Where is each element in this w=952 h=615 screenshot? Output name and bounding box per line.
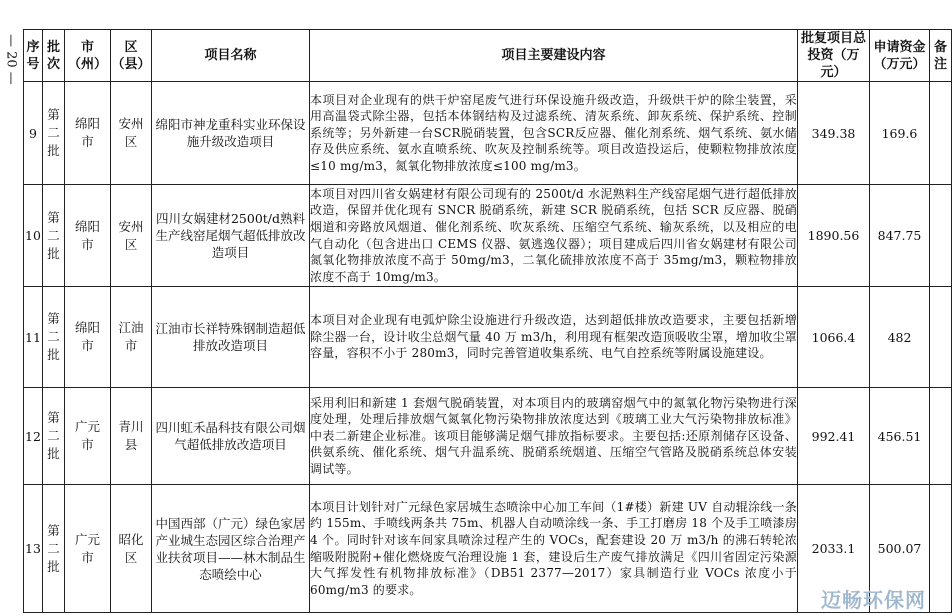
header-note: 备 注: [930, 30, 952, 82]
row-seq: 11: [24, 287, 43, 388]
row-county: 江油 市: [111, 287, 152, 388]
watermark: 迈畅环保网: [821, 588, 926, 612]
table-row: [24, 287, 952, 388]
row-city: 广元 市: [65, 388, 111, 485]
row-city: 绵阳 市: [65, 287, 111, 388]
row-note: [930, 185, 952, 287]
row-city: 广元 市: [65, 485, 111, 613]
row-batch: 第 二 批: [43, 185, 65, 287]
row-content: 本项目对四川省女娲建材有限公司现有的 2500t/d 水泥熟料生产线窑尾烟气进行超低排放改造，保留并优化现有 SNCR 脱硝系统，新建 SCR 脱硝系统，包括 SCR 反应器、脱硝烟道和旁路放风烟道、催化剂系统、吹灰系统、压缩空气系统、输灰系统，以及相应的电气自动化（包含进出口 CEMS 仪器、氨逃逸仪器）；项目建成后四川省女娲建材有限公司氮氧化物排放浓度不高于 50mg/m3，二氧化硫排放浓度不高于 35mg/m3，颗粒物排放浓度不高于 10mg/m3。: [310, 185, 798, 287]
row-project-name: 四川女娲建材2500t/d熟料生产线窑尾烟气超低排放改造项目: [152, 185, 310, 287]
row-investment: 1890.56: [798, 185, 870, 287]
table-row: [24, 388, 952, 485]
row-batch: 第 二 批: [43, 287, 65, 388]
row-funds: 482: [870, 287, 930, 388]
header-county: 区 （县）: [111, 30, 152, 82]
row-funds: 456.51: [870, 388, 930, 485]
row-funds: 847.75: [870, 185, 930, 287]
table-row: [24, 485, 952, 613]
header-batch: 批 次: [43, 30, 65, 82]
row-seq: 12: [24, 388, 43, 485]
header-investment: 批复项目总 投资（万元）: [798, 30, 870, 82]
row-project-name: 中国西部（广元）绿色家居产业城生态园区综合治理产业扶贫项目——林木制品生态喷绘中心: [152, 485, 310, 613]
row-content: 本项目计划针对广元绿色家居城生态喷涂中心加工车间（1#楼）新建 UV 自动辊涂线一条约 155m、手喷线两条共 75m、机器人自动喷涂线一条、手工打磨房 18 个及手工喷漆房 4 个。同时针对该车间家具喷涂过程产生的 VOCs，配套建设 20 万 m3/h 的沸石转轮浓缩吸附脱附+催化燃烧废气治理设施 1 套，建设后生产废气排放满足《四川省固定污染源大气挥发性有机物排放标准》（DB51 2377—2017）家具制造行业 VOCs 浓度小于 60mg/m3 的要求。: [310, 485, 798, 613]
row-funds: 169.6: [870, 82, 930, 185]
row-city: 绵阳 市: [65, 82, 111, 185]
row-note: [930, 388, 952, 485]
header-seq: 序 号: [24, 30, 43, 82]
row-batch: 第 二 批: [43, 388, 65, 485]
row-county: 青川 县: [111, 388, 152, 485]
row-content: 本项目对企业现有电弧炉除尘设施进行升级改造，达到超低排放改造要求，主要包括新增除尘器一台，设计收尘总烟气量 40 万 m3/h，利用现有框架改造顶吸收尘罩，增加收尘罩容量，容积不小于 280m3，同时完善管道收集系统、电气自控系统等附属设施建设。: [310, 287, 798, 388]
row-content: 采用利旧和新建 1 套烟气脱硝装置，对本项目内的玻璃窑烟气中的氮氧化物污染物进行深度处理，处理后排放烟气氮氧化物污染物排放浓度达到《玻璃工业大气污染物排放标准》中表二新建企业标准。该项目能够满足烟气排放指标要求。主要包括:还原剂储存区设备、供氨系统、催化系统、烟气升温系统、脱硝系统烟道、压缩空气管路及脱硝系统总体安装调试等。: [310, 388, 798, 485]
row-funds: 500.07: [870, 485, 930, 613]
row-project-name: 四川虹禾晶科技有限公司烟气超低排放改造项目: [152, 388, 310, 485]
row-seq: 10: [24, 185, 43, 287]
row-county: 昭化 区: [111, 485, 152, 613]
table-row: [24, 185, 952, 287]
row-county: 安州 区: [111, 82, 152, 185]
row-project-name: 绵阳市神龙重科实业环保设施升级改造项目: [152, 82, 310, 185]
row-batch: 第 二 批: [43, 485, 65, 613]
row-seq: 9: [24, 82, 43, 185]
header-row: [24, 30, 952, 82]
row-investment: 1066.4: [798, 287, 870, 388]
row-batch: 第 二 批: [43, 82, 65, 185]
header-project-name: 项目名称: [152, 30, 310, 82]
row-county: 安州 区: [111, 185, 152, 287]
row-investment: 349.38: [798, 82, 870, 185]
row-project-name: 江油市长祥特殊钢制造超低排放改造项目: [152, 287, 310, 388]
row-note: [930, 82, 952, 185]
row-investment: 992.41: [798, 388, 870, 485]
row-city: 绵阳 市: [65, 185, 111, 287]
row-content: 本项目对企业现有的烘干炉窑尾废气进行环保设施升级改造，升级烘干炉的除尘装置，采用高温袋式除尘器，包括本体钢结构及过滤系统、清灰系统、卸灰系统、保护系统、控制系统等；另外新建一台SCR脱硝装置，包含SCR反应器、催化剂系统、烟气系统、氨水储存及供应系统、氨水直喷系统、吹灰及控制系统等。项目改造投运后，使颗粒物排放浓度≤10 mg/m3，氮氧化物排放浓度≤100 mg/m3。: [310, 82, 798, 185]
table-row: [24, 82, 952, 185]
project-table: [23, 29, 952, 613]
page-number: — 20 —: [3, 34, 19, 85]
row-investment: 2033.1: [798, 485, 870, 613]
row-note: [930, 287, 952, 388]
row-seq: 13: [24, 485, 43, 613]
header-city: 市 （州）: [65, 30, 111, 82]
header-content: 项目主要建设内容: [310, 30, 798, 82]
header-funds: 申请资金 （万元）: [870, 30, 930, 82]
row-note: [930, 485, 952, 613]
